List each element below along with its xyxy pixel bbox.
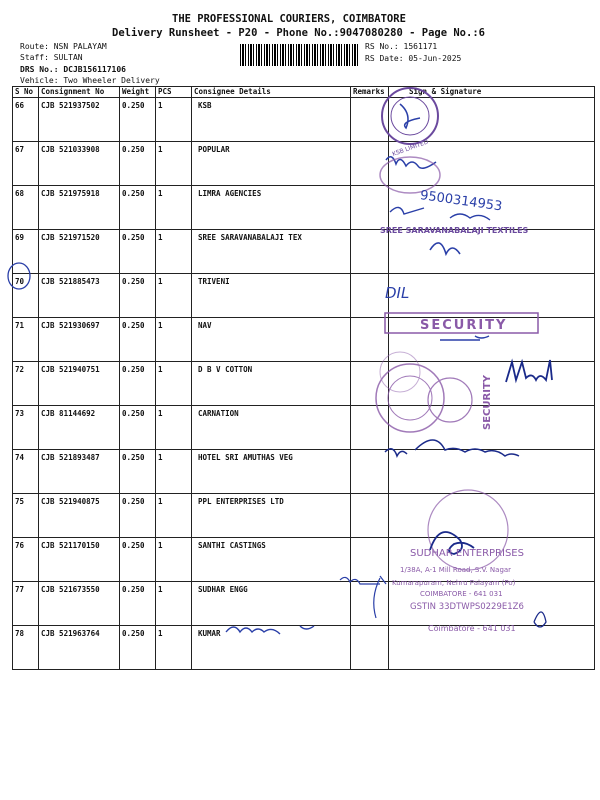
cell-sno: 68 xyxy=(13,186,39,230)
cell-sno: 66 xyxy=(13,98,39,142)
cell-remarks xyxy=(351,318,389,362)
page-subtitle: Delivery Runsheet - P20 - Phone No.:9047080280 - Page No.:6 xyxy=(112,27,485,39)
cell-sno: 74 xyxy=(13,450,39,494)
col-signature: Sign & Signature xyxy=(389,87,595,98)
cell-consignee: POPULAR xyxy=(192,142,351,186)
cell-consignment: CJB 521893487 xyxy=(39,450,120,494)
cell-remarks xyxy=(351,98,389,142)
sudhar-stamp-city2: Coimbatore - 641 031 xyxy=(428,624,516,633)
cell-remarks xyxy=(351,230,389,274)
cell-sno: 73 xyxy=(13,406,39,450)
cell-weight: 0.250 xyxy=(120,98,156,142)
vehicle-label: Vehicle: Two Wheeler Delivery xyxy=(20,76,160,85)
cell-pcs: 1 xyxy=(156,362,192,406)
cell-weight: 0.250 xyxy=(120,494,156,538)
cell-weight: 0.250 xyxy=(120,582,156,626)
cell-consignment: CJB 521673550 xyxy=(39,582,120,626)
ksb-stamp-text: KSB LIMITED xyxy=(391,138,430,159)
cell-consignment: CJB 521930697 xyxy=(39,318,120,362)
cell-consignment: CJB 521885473 xyxy=(39,274,120,318)
cell-sno: 67 xyxy=(13,142,39,186)
cell-sno: 70 xyxy=(13,274,39,318)
cell-signature xyxy=(389,142,595,186)
row69-stamp: SREE SARAVANABALAJI TEXTILES xyxy=(380,226,529,235)
cell-consignment: CJB 521170150 xyxy=(39,538,120,582)
dil-signature: DIL xyxy=(385,284,410,302)
table-row xyxy=(13,362,595,406)
table-row xyxy=(13,318,595,362)
cell-remarks xyxy=(351,494,389,538)
cell-remarks xyxy=(351,142,389,186)
cell-consignee: TRIVENI xyxy=(192,274,351,318)
cell-weight: 0.250 xyxy=(120,274,156,318)
col-weight: Weight xyxy=(120,87,156,98)
cell-weight: 0.250 xyxy=(120,626,156,670)
cell-signature xyxy=(389,362,595,406)
cell-consignment: CJB 521971520 xyxy=(39,230,120,274)
security-stamp-vertical: SECURITY xyxy=(482,375,493,430)
cell-sno: 77 xyxy=(13,582,39,626)
table-row xyxy=(13,274,595,318)
table-row xyxy=(13,494,595,538)
rs-number: RS No.: 1561171 xyxy=(365,42,438,51)
col-consignment: Consignment No xyxy=(39,87,120,98)
cell-weight: 0.250 xyxy=(120,538,156,582)
cell-pcs: 1 xyxy=(156,318,192,362)
cell-remarks xyxy=(351,582,389,626)
cell-pcs: 1 xyxy=(156,406,192,450)
table-row xyxy=(13,406,595,450)
cell-pcs: 1 xyxy=(156,274,192,318)
cell-remarks xyxy=(351,626,389,670)
cell-sno: 72 xyxy=(13,362,39,406)
table-row xyxy=(13,538,595,582)
cell-pcs: 1 xyxy=(156,538,192,582)
table-header-row xyxy=(13,87,595,98)
sudhar-stamp-addr1: 1/38A, A-1 Mill Road, S.V. Nagar xyxy=(400,566,512,574)
cell-weight: 0.250 xyxy=(120,230,156,274)
cell-signature xyxy=(389,582,595,626)
col-remarks: Remarks xyxy=(351,87,389,98)
col-pcs: PCS xyxy=(156,87,192,98)
cell-consignment: CJB 521940875 xyxy=(39,494,120,538)
cell-remarks xyxy=(351,450,389,494)
cell-pcs: 1 xyxy=(156,230,192,274)
cell-weight: 0.250 xyxy=(120,186,156,230)
cell-sno: 71 xyxy=(13,318,39,362)
cell-signature xyxy=(389,538,595,582)
cell-pcs: 1 xyxy=(156,582,192,626)
cell-remarks xyxy=(351,186,389,230)
cell-signature xyxy=(389,450,595,494)
cell-signature xyxy=(389,494,595,538)
cell-consignee: LIMRA AGENCIES xyxy=(192,186,351,230)
cell-remarks xyxy=(351,538,389,582)
cell-pcs: 1 xyxy=(156,186,192,230)
cell-weight: 0.250 xyxy=(120,142,156,186)
cell-weight: 0.250 xyxy=(120,362,156,406)
table-row xyxy=(13,142,595,186)
cell-signature xyxy=(389,318,595,362)
sudhar-stamp-name: SUDHAR ENTERPRISES xyxy=(410,548,524,559)
table-row xyxy=(13,98,595,142)
route-label: Route: NSN PALAYAM xyxy=(20,42,107,51)
col-sno: S No xyxy=(13,87,39,98)
sudhar-stamp-gstin: GSTIN 33DTWPS0229E1Z6 xyxy=(410,602,524,612)
col-consignee: Consignee Details xyxy=(192,87,351,98)
cell-consignment: CJB 521033908 xyxy=(39,142,120,186)
cell-consignee: CARNATION xyxy=(192,406,351,450)
cell-consignment: CJB 521975918 xyxy=(39,186,120,230)
cell-sno: 76 xyxy=(13,538,39,582)
cell-consignee: HOTEL SRI AMUTHAS VEG xyxy=(192,450,351,494)
cell-remarks xyxy=(351,406,389,450)
cell-remarks xyxy=(351,274,389,318)
page-title: THE PROFESSIONAL COURIERS, COIMBATORE xyxy=(172,13,406,25)
cell-consignee: NAV xyxy=(192,318,351,362)
cell-signature xyxy=(389,98,595,142)
cell-signature xyxy=(389,186,595,230)
cell-consignee: SANTHI CASTINGS xyxy=(192,538,351,582)
table-row xyxy=(13,582,595,626)
table-row xyxy=(13,186,595,230)
cell-consignment: CJB 521940751 xyxy=(39,362,120,406)
table-row xyxy=(13,626,595,670)
cell-consignment: CJB 521937502 xyxy=(39,98,120,142)
cell-pcs: 1 xyxy=(156,450,192,494)
table-row xyxy=(13,230,595,274)
cell-remarks xyxy=(351,362,389,406)
cell-consignee: KSB xyxy=(192,98,351,142)
cell-weight: 0.250 xyxy=(120,450,156,494)
cell-signature xyxy=(389,230,595,274)
cell-consignment: CJB 81144692 xyxy=(39,406,120,450)
cell-pcs: 1 xyxy=(156,142,192,186)
cell-pcs: 1 xyxy=(156,98,192,142)
cell-consignee: SUDHAR ENGG xyxy=(192,582,351,626)
cell-consignee: D B V COTTON xyxy=(192,362,351,406)
table-row xyxy=(13,450,595,494)
staff-label: Staff: SULTAN xyxy=(20,53,83,62)
runsheet-table xyxy=(12,86,595,670)
drs-number: DRS No.: DCJB156117106 xyxy=(20,65,126,74)
cell-pcs: 1 xyxy=(156,626,192,670)
barcode xyxy=(240,44,358,66)
cell-sno: 69 xyxy=(13,230,39,274)
cell-consignee: KUMAR xyxy=(192,626,351,670)
cell-signature xyxy=(389,406,595,450)
sudhar-stamp-city: COIMBATORE - 641 031 xyxy=(420,590,503,598)
cell-consignee: PPL ENTERPRISES LTD xyxy=(192,494,351,538)
cell-sno: 78 xyxy=(13,626,39,670)
cell-sno: 75 xyxy=(13,494,39,538)
cell-weight: 0.250 xyxy=(120,318,156,362)
sudhar-stamp-addr2: Kumarapuram, Nehru Palayam (Po) xyxy=(392,579,516,587)
rs-date: RS Date: 05-Jun-2025 xyxy=(365,54,462,63)
cell-consignment: CJB 521963764 xyxy=(39,626,120,670)
phone-note: 9500314953 xyxy=(419,188,504,215)
cell-weight: 0.250 xyxy=(120,406,156,450)
cell-signature xyxy=(389,274,595,318)
cell-consignee: SREE SARAVANABALAJI TEX xyxy=(192,230,351,274)
cell-pcs: 1 xyxy=(156,494,192,538)
cell-signature xyxy=(389,626,595,670)
security-stamp: SECURITY xyxy=(420,318,508,333)
